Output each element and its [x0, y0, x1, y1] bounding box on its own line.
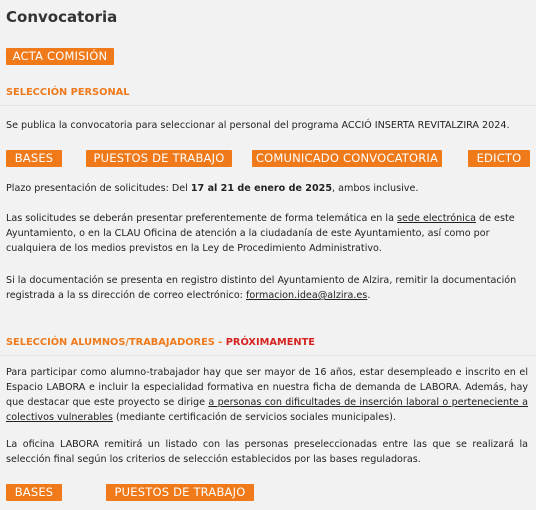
seleccion-alumnos-heading — [6, 337, 315, 348]
intro-text: Se publica la convocatoria para seleccionar al personal del programa ACCIÓ INSERTA REVITALZIRA 2024. — [6, 120, 510, 131]
email-link[interactable]: formacion.idea@alzira.es — [245, 290, 368, 301]
solicitudes-suffix: de este Ayuntamiento, o en la CLAU Oficina de atención a la ciudadanía de este Ayuntamiento, así como por cualquiera de los medios previstos en la Ley de Procedimiento Administrativo. — [6, 213, 515, 254]
plazo-text — [6, 181, 528, 196]
participar-suffix: (mediante certificación de servicios sociales municipales). — [112, 412, 396, 423]
edicto-button[interactable]: EDICTO — [468, 150, 530, 167]
registro-text — [6, 273, 528, 303]
sede-electronica-link[interactable]: sede electrónica — [397, 213, 476, 224]
comunicado-convocatoria-button[interactable]: COMUNICADO CONVOCATORIA — [252, 150, 442, 167]
alumnos-bases-button[interactable]: BASES — [6, 484, 62, 501]
bases-button[interactable]: BASES — [6, 150, 62, 167]
registro-suffix: . — [367, 290, 371, 301]
seleccion-personal-heading: SELECCIÓN PERSONAL — [6, 87, 130, 98]
participar-prefix: Para participar como alumno-trabajador hay que ser mayor de 16 años, estar desempleado e inscrito en el Espacio LABORA e incluir la especialidad formativa en nuestra ficha de demanda de LABORA. Además, hay que destacar que este proyecto se dirige — [6, 367, 528, 408]
labora-text: La oficina LABORA remitirá un listado con las personas preseleccionadas entre las que se realizará la selección final según los criterios de selección establecidos por las bases reguladoras. — [6, 439, 528, 465]
registro-prefix: Si la documentación se presenta en registro distinto del Ayuntamiento de Alzira, remitir la documentación registrada a la ss dirección de correo electrónico: — [6, 275, 517, 301]
status-proximamente: PRÓXIMAMENTE — [225, 337, 315, 348]
plazo-dates: 17 al 21 de enero de 2025 — [190, 183, 332, 194]
plazo-suffix: , ambos inclusive. — [332, 183, 419, 194]
acta-comision-button[interactable]: ACTA COMISIÓN — [6, 48, 114, 65]
puestos-trabajo-button[interactable]: PUESTOS DE TRABAJO — [86, 150, 232, 167]
divider — [0, 105, 536, 106]
solicitudes-text — [6, 211, 528, 256]
seleccion-alumnos-label: SELECCIÓN ALUMNOS/TRABAJADORES - — [6, 337, 226, 348]
colectivos-vulnerables-link[interactable]: a personas con dificultades de inserción laboral o perteneciente a colectivos vulnerables — [6, 397, 528, 423]
plazo-prefix: Plazo presentación de solicitudes: Del — [6, 183, 191, 194]
solicitudes-prefix: Las solicitudes se deberán presentar preferentemente de forma telemática en la — [6, 213, 398, 224]
divider — [0, 355, 536, 356]
participar-text — [6, 365, 528, 425]
page-title: Convocatoria — [6, 8, 118, 26]
alumnos-puestos-trabajo-button[interactable]: PUESTOS DE TRABAJO — [106, 484, 254, 501]
